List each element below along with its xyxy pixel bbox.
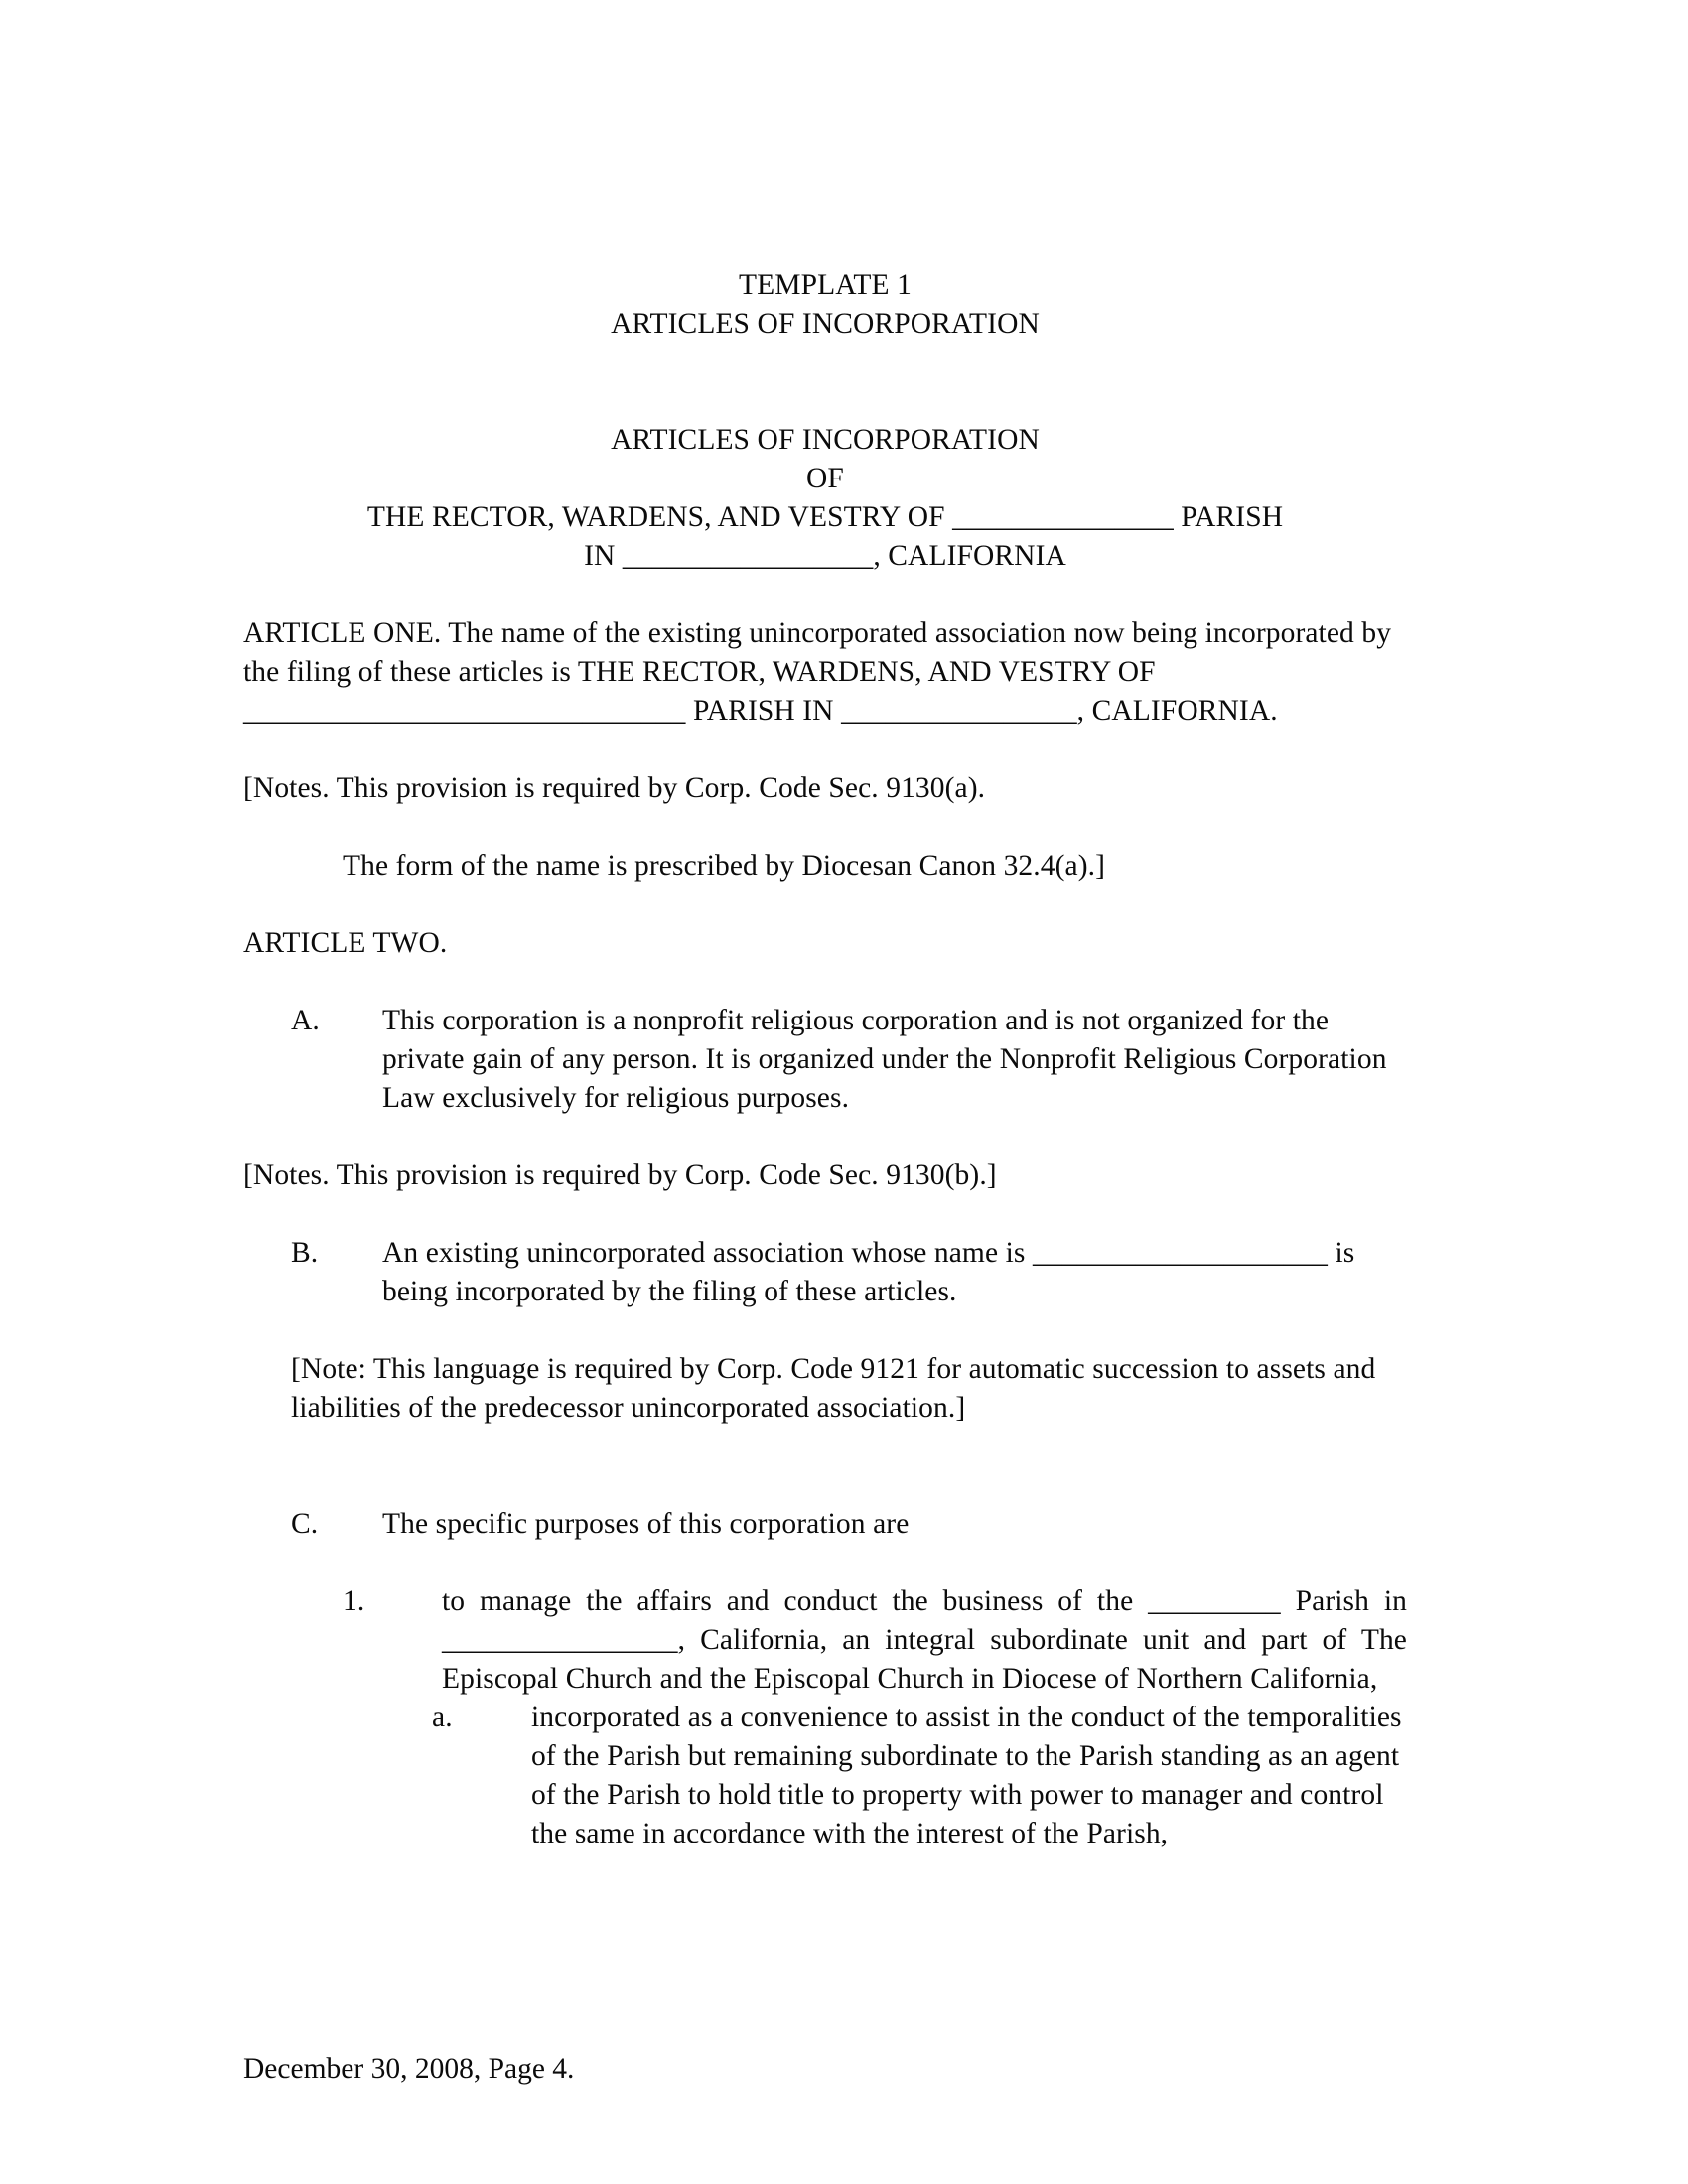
spacer-after-note-a (243, 1195, 1407, 1234)
article-two-item-b-text: An existing unincorporated association whose name is ____________________ is being incorporated by the filing of these articles. (382, 1237, 1355, 1307)
spacer-after-header (243, 343, 1407, 421)
article-one-note-line-2: The form of the name is prescribed by Diocesan Canon 32.4(a).] (343, 850, 1106, 882)
article-two-item-b (291, 1234, 1407, 1311)
article-one-paragraph: ARTICLE ONE. The name of the existing unincorporated association now being incorporated by the filing of these articles is THE RECTOR, WARDENS, AND VESTRY OF ______________________________ PARISH IN ________________, CALIFORNIA. (243, 617, 1392, 727)
article-two-item-a-marker: A. (291, 1005, 320, 1036)
article-two-item-c-1 (343, 1582, 1407, 1699)
article-one-note-line-1: [Notes. This provision is required by Corp. Code Sec. 9130(a). (243, 772, 986, 804)
article-two-item-c-1-a (432, 1699, 1407, 1853)
article-two-item-a-text: This corporation is a nonprofit religious corporation and is not organized for the private gain of any person. It is organized under the Nonprofit Religious Corporation Law exclusively for religious purposes. (382, 1005, 1387, 1114)
article-two-item-c-1-text: to manage the affairs and conduct the business of the _________ Parish in ________________, California, an integral subordinate unit and part of The Episcopal Church and the Episcopal Church in Diocese of Northern California, (442, 1585, 1407, 1695)
page-footer-text: December 30, 2008, Page 4. (243, 2053, 575, 2085)
article-two-heading: ARTICLE TWO. (243, 927, 448, 959)
spacer-after-article-two-heading (243, 963, 1407, 1002)
article-two-item-c-1-marker: 1. (343, 1585, 365, 1617)
article-two-item-c-marker: C. (291, 1508, 319, 1540)
article-two-item-c (291, 1505, 1407, 1544)
spacer-after-item-a (243, 1118, 1407, 1157)
article-two-item-c-1-a-text: incorporated as a convenience to assist in the conduct of the temporalities of the Parish but remaining subordinate to the Parish standing as an agent of the Parish to hold title to property with power to manager and control the same in accordance with the interest of the Parish, (531, 1702, 1402, 1849)
spacer-after-item-c (243, 1544, 1407, 1582)
header-template-label: TEMPLATE 1 (739, 269, 912, 301)
document-content (243, 266, 1407, 1853)
article-two-note-a: [Notes. This provision is required by Corp. Code Sec. 9130(b).] (243, 1160, 997, 1191)
header-document-title: ARTICLES OF INCORPORATION (611, 308, 1040, 340)
spacer-after-article-one (243, 731, 1407, 769)
title-line-city-state: IN _________________, CALIFORNIA (584, 540, 1066, 572)
spacer-after-note-b (243, 1428, 1407, 1505)
page-footer (243, 2050, 574, 2089)
article-two-item-c-text: The specific purposes of this corporation are (382, 1508, 910, 1540)
article-two-item-b-marker: B. (291, 1237, 319, 1269)
article-two-note-b: [Note: This language is required by Corp. Code 9121 for automatic succession to assets and liabilities of the predecessor unincorporated association.] (291, 1353, 1376, 1424)
title-block (243, 421, 1407, 576)
spacer-after-title (243, 576, 1407, 614)
spacer-after-item-b (243, 1311, 1407, 1350)
title-line-parish: THE RECTOR, WARDENS, AND VESTRY OF _______________ PARISH (366, 501, 1284, 533)
article-two-item-a (291, 1002, 1407, 1118)
running-header (243, 266, 1407, 343)
spacer-in-note-one (243, 808, 1407, 847)
title-line-articles: ARTICLES OF INCORPORATION (611, 424, 1040, 456)
title-line-of: OF (806, 463, 844, 494)
article-two-item-c-1-a-marker: a. (432, 1702, 453, 1733)
spacer-after-note-one (243, 886, 1407, 924)
